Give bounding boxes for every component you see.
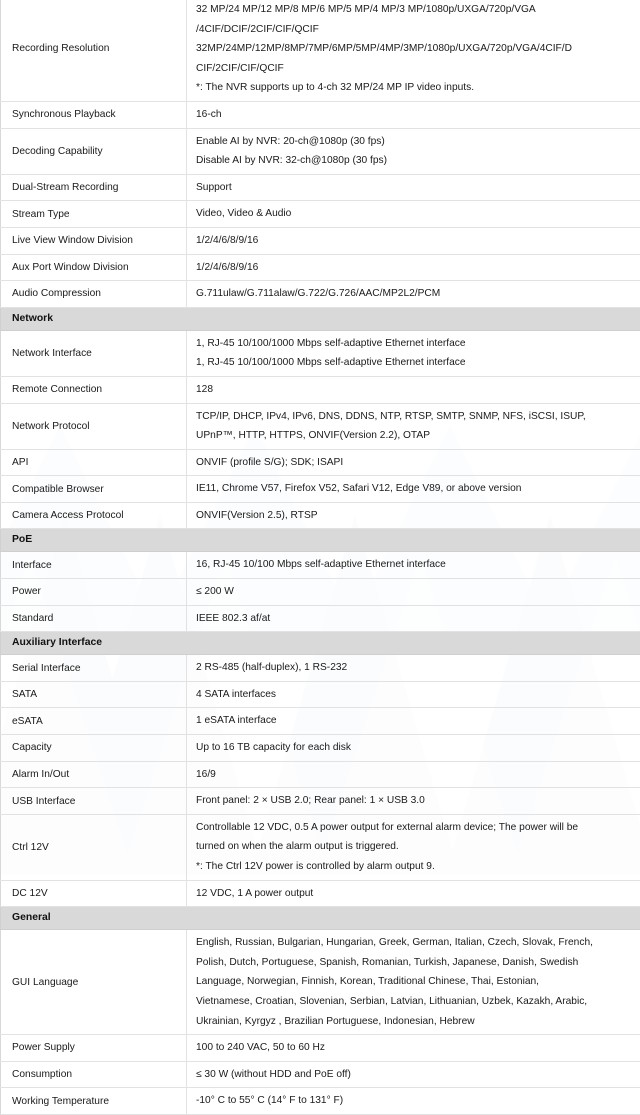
spec-value-cell xyxy=(187,814,640,880)
spec-label-cell: Working Temperature xyxy=(1,1088,187,1115)
spec-row xyxy=(1,681,640,708)
spec-value-line: 1, RJ-45 10/100/1000 Mbps self-adaptive Ethernet interface xyxy=(196,353,632,373)
spec-row xyxy=(1,814,640,880)
spec-row xyxy=(1,376,640,403)
spec-value-cell xyxy=(187,201,640,228)
spec-value-cell xyxy=(187,403,640,449)
spec-label-cell: Aux Port Window Division xyxy=(1,254,187,281)
spec-value-line: G.711ulaw/G.711alaw/G.722/G.726/AAC/MP2L2/PCM xyxy=(196,284,632,304)
spec-row xyxy=(1,655,640,682)
spec-label-cell: Remote Connection xyxy=(1,376,187,403)
section-header-label: General xyxy=(1,907,640,930)
spec-label-cell: USB Interface xyxy=(1,788,187,815)
spec-label-cell: Alarm In/Out xyxy=(1,761,187,788)
spec-value-line: Language, Norwegian, Finnish, Korean, Traditional Chinese, Thai, Estonian, xyxy=(196,972,632,992)
spec-row xyxy=(1,281,640,308)
spec-row xyxy=(1,1035,640,1062)
spec-value-line: Polish, Dutch, Portuguese, Spanish, Romanian, Turkish, Japanese, Danish, Swedish xyxy=(196,953,632,973)
spec-value-line: Front panel: 2 × USB 2.0; Rear panel: 1 × USB 3.0 xyxy=(196,791,632,811)
spec-row xyxy=(1,1088,640,1115)
spec-value-line: -10° C to 55° C (14° F to 131° F) xyxy=(196,1091,632,1111)
spec-value-line: IEEE 802.3 af/at xyxy=(196,609,632,629)
spec-row xyxy=(1,0,640,101)
spec-value-cell xyxy=(187,552,640,579)
spec-value-line: English, Russian, Bulgarian, Hungarian, Greek, German, Italian, Czech, Slovak, French, xyxy=(196,933,632,953)
spec-label-cell: Power Supply xyxy=(1,1035,187,1062)
spec-label-cell: Live View Window Division xyxy=(1,227,187,254)
spec-value-line: 16, RJ-45 10/100 Mbps self-adaptive Ethernet interface xyxy=(196,555,632,575)
spec-value-cell xyxy=(187,930,640,1035)
spec-value-line: 1/2/4/6/8/9/16 xyxy=(196,258,632,278)
spec-value-cell xyxy=(187,254,640,281)
spec-row xyxy=(1,403,640,449)
spec-row xyxy=(1,579,640,606)
spec-label-cell: Network Interface xyxy=(1,330,187,376)
spec-label-cell: Network Protocol xyxy=(1,403,187,449)
spec-value-line: ONVIF (profile S/G); SDK; ISAPI xyxy=(196,453,632,473)
spec-value-cell xyxy=(187,1035,640,1062)
spec-value-cell xyxy=(187,330,640,376)
spec-label-cell: API xyxy=(1,449,187,476)
spec-value-line: Video, Video & Audio xyxy=(196,204,632,224)
spec-value-line: *: The Ctrl 12V power is controlled by alarm output 9. xyxy=(196,857,632,877)
spec-label-cell: Capacity xyxy=(1,735,187,762)
spec-value-cell xyxy=(187,735,640,762)
spec-value-cell xyxy=(187,174,640,201)
spec-row xyxy=(1,502,640,529)
spec-label-cell: Synchronous Playback xyxy=(1,101,187,128)
spec-value-cell xyxy=(187,579,640,606)
spec-row xyxy=(1,761,640,788)
spec-row xyxy=(1,880,640,907)
spec-value-cell xyxy=(187,376,640,403)
spec-row xyxy=(1,201,640,228)
spec-value-line: 128 xyxy=(196,380,632,400)
spec-value-line: Up to 16 TB capacity for each disk xyxy=(196,738,632,758)
spec-label-cell: Ctrl 12V xyxy=(1,814,187,880)
spec-value-line: Enable AI by NVR: 20-ch@1080p (30 fps) xyxy=(196,132,632,152)
spec-value-line: ≤ 200 W xyxy=(196,582,632,602)
spec-value-line: 16-ch xyxy=(196,105,632,125)
spec-row xyxy=(1,788,640,815)
spec-value-line: UPnP™, HTTP, HTTPS, ONVIF(Version 2.2), OTAP xyxy=(196,426,632,446)
spec-value-cell xyxy=(187,476,640,503)
spec-value-cell xyxy=(187,0,640,101)
spec-value-cell xyxy=(187,605,640,632)
spec-value-line: ONVIF(Version 2.5), RTSP xyxy=(196,506,632,526)
spec-value-cell xyxy=(187,655,640,682)
spec-value-line: 12 VDC, 1 A power output xyxy=(196,884,632,904)
spec-row xyxy=(1,101,640,128)
spec-row xyxy=(1,254,640,281)
spec-value-cell xyxy=(187,101,640,128)
spec-value-cell xyxy=(187,502,640,529)
spec-label-cell: eSATA xyxy=(1,708,187,735)
spec-row xyxy=(1,476,640,503)
spec-row xyxy=(1,330,640,376)
spec-value-line: Disable AI by NVR: 32-ch@1080p (30 fps) xyxy=(196,151,632,171)
spec-value-line: Ukrainian, Kyrgyz , Brazilian Portuguese, Indonesian, Hebrew xyxy=(196,1012,632,1032)
spec-label-cell: Audio Compression xyxy=(1,281,187,308)
spec-value-cell xyxy=(187,449,640,476)
spec-value-line: Support xyxy=(196,178,632,198)
spec-label-cell: Decoding Capability xyxy=(1,128,187,174)
spec-value-line: 16/9 xyxy=(196,765,632,785)
section-header-label: PoE xyxy=(1,529,640,552)
spec-value-cell xyxy=(187,788,640,815)
spec-value-line: /4CIF/DCIF/2CIF/CIF/QCIF xyxy=(196,20,632,40)
section-header-row xyxy=(1,307,640,330)
spec-value-line: *: The NVR supports up to 4-ch 32 MP/24 MP IP video inputs. xyxy=(196,78,632,98)
section-header-label: Network xyxy=(1,307,640,330)
spec-value-line: 2 RS-485 (half-duplex), 1 RS-232 xyxy=(196,658,632,678)
section-header-row xyxy=(1,632,640,655)
spec-row xyxy=(1,735,640,762)
spec-value-cell xyxy=(187,1061,640,1088)
spec-row xyxy=(1,552,640,579)
spec-value-cell xyxy=(187,761,640,788)
spec-label-cell: Recording Resolution xyxy=(1,0,187,101)
spec-value-line: Vietnamese, Croatian, Slovenian, Serbian, Latvian, Lithuanian, Uzbek, Kazakh, Arabic, xyxy=(196,992,632,1012)
spec-row xyxy=(1,708,640,735)
spec-value-cell xyxy=(187,681,640,708)
spec-row xyxy=(1,128,640,174)
spec-label-cell: GUI Language xyxy=(1,930,187,1035)
section-header-row xyxy=(1,907,640,930)
spec-value-line: 32MP/24MP/12MP/8MP/7MP/6MP/5MP/4MP/3MP/1080p/UXGA/720p/VGA/4CIF/D xyxy=(196,39,632,59)
spec-row xyxy=(1,227,640,254)
spec-row xyxy=(1,930,640,1035)
section-header-row xyxy=(1,529,640,552)
spec-value-cell xyxy=(187,281,640,308)
spec-value-cell xyxy=(187,227,640,254)
spec-label-cell: Camera Access Protocol xyxy=(1,502,187,529)
spec-value-line: CIF/2CIF/CIF/QCIF xyxy=(196,59,632,79)
spec-label-cell: Standard xyxy=(1,605,187,632)
spec-label-cell: Dual-Stream Recording xyxy=(1,174,187,201)
spec-label-cell: DC 12V xyxy=(1,880,187,907)
spec-value-cell xyxy=(187,128,640,174)
spec-label-cell: Interface xyxy=(1,552,187,579)
spec-value-line: 1 eSATA interface xyxy=(196,711,632,731)
spec-value-line: ≤ 30 W (without HDD and PoE off) xyxy=(196,1065,632,1085)
spec-value-line: IE11, Chrome V57, Firefox V52, Safari V12, Edge V89, or above version xyxy=(196,479,632,499)
spec-value-line: 100 to 240 VAC, 50 to 60 Hz xyxy=(196,1038,632,1058)
spec-value-line: 1/2/4/6/8/9/16 xyxy=(196,231,632,251)
specification-table-body xyxy=(1,0,640,1114)
spec-label-cell: Consumption xyxy=(1,1061,187,1088)
spec-row xyxy=(1,449,640,476)
spec-row xyxy=(1,174,640,201)
spec-value-cell xyxy=(187,880,640,907)
spec-label-cell: SATA xyxy=(1,681,187,708)
spec-row xyxy=(1,1061,640,1088)
spec-value-line: turned on when the alarm output is triggered. xyxy=(196,837,632,857)
section-header-label: Auxiliary Interface xyxy=(1,632,640,655)
spec-label-cell: Compatible Browser xyxy=(1,476,187,503)
spec-value-line: 4 SATA interfaces xyxy=(196,685,632,705)
spec-value-line: 32 MP/24 MP/12 MP/8 MP/6 MP/5 MP/4 MP/3 MP/1080p/UXGA/720p/VGA xyxy=(196,0,632,20)
spec-value-line: Controllable 12 VDC, 0.5 A power output for external alarm device; The power will be xyxy=(196,818,632,838)
spec-value-cell xyxy=(187,708,640,735)
spec-label-cell: Stream Type xyxy=(1,201,187,228)
spec-label-cell: Serial Interface xyxy=(1,655,187,682)
spec-value-line: 1, RJ-45 10/100/1000 Mbps self-adaptive Ethernet interface xyxy=(196,334,632,354)
spec-value-line: TCP/IP, DHCP, IPv4, IPv6, DNS, DDNS, NTP, RTSP, SMTP, SNMP, NFS, iSCSI, ISUP, xyxy=(196,407,632,427)
spec-label-cell: Power xyxy=(1,579,187,606)
spec-row xyxy=(1,605,640,632)
spec-value-cell xyxy=(187,1088,640,1115)
